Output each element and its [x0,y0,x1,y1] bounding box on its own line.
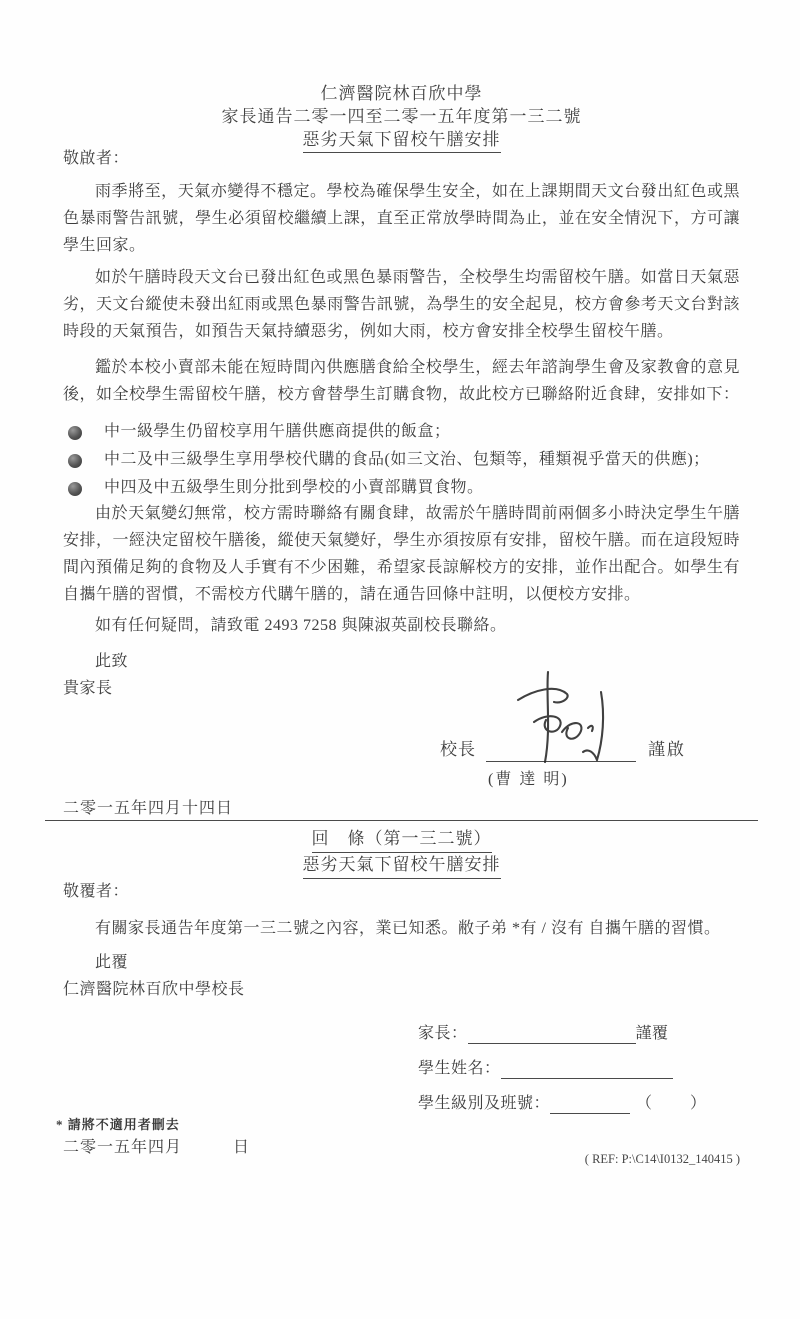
notice-subject-text: 惡劣天氣下留校午膳安排 [303,128,501,153]
paragraph-contact: 如有任何疑問，請致電 2493 7258 與陳淑英副校長聯絡。 [95,617,507,634]
bullet-dot-icon [68,454,82,468]
form-field-parent [418,1020,740,1044]
list-item-text: 中一級學生仍留校享用午膳供應商提供的飯盒； [104,423,451,440]
form-field-student-name [418,1055,740,1079]
ref-code: ( REF: P:\C14\I0132_140415 ) [584,1152,740,1166]
signature-block [440,735,686,789]
reply-slip-subject-text: 惡劣天氣下留校午膳安排 [303,853,501,879]
paragraph-weather-change: 由於天氣變幻無常，校方需時聯絡有關食肆，故需於午膳時間前兩個多小時決定學生午膳安排，一經決定留校午膳後，縱使天氣變好，學生亦須按原有安排，留校午膳。而在這段短時間內預備足夠的食物及人手實有不少困難，希望家長諒解校方的安排，並作出配合。如學生有自攜午膳的習慣，不需校方代購午膳的，請在通告回條中註明，以便校方安排。 [63,505,740,603]
parent-signature-blank [468,1024,636,1044]
parent-label: 家長： [418,1025,468,1042]
class-label: 學生級別及班號： [418,1095,551,1112]
form-field-class [418,1090,740,1114]
signature-row [440,735,686,762]
notice-date: 二零一五年四月十四日 [63,800,234,817]
principal-signature-icon [504,670,624,765]
list-item-form4-5 [63,474,740,502]
reply-closing-cifu: 此覆 [95,954,129,971]
reply-slip-title-text: 回 條（第一三二號） [312,827,492,853]
divider-line [45,820,758,821]
paragraph-tuckshop: 鑑於本校小賣部未能在短時間內供應膳食給全校學生，經去年諮詢學生會及家教會的意見後，如全校學生需留校午膳，校方會替學生訂購食物，故此校方已聯絡附近食肆，安排如下： [63,359,740,403]
list-item-text: 中四及中五級學生則分批到學校的小賣部購買食物。 [104,479,484,496]
salutation: 敬啟者： [63,150,130,167]
reply-addressee: 仁濟醫院林百欣中學校長 [63,981,245,998]
reply-body: 有關家長通告年度第一三二號之內容，業已知悉。敝子弟 *有 / 沒有 自攜午膳的習慣。 [95,920,721,937]
reply-date: 二零一五年四月 日 [63,1139,251,1156]
school-name: 仁濟醫院林百欣中學 [320,84,483,103]
delete-inapplicable-footnote: * 請將不適用者刪去 [56,1117,180,1132]
list-item-text: 中二及中三級學生享用學校代購的食品(如三文治、包類等，種類視乎當天的供應)； [104,451,710,468]
signature-line [486,738,636,762]
reply-slip-title [63,827,740,853]
reply-closing-block [63,949,740,1003]
closing-recipient: 貴家長 [63,680,113,697]
closing-block [63,648,740,702]
principal-name: (曹 達 明) [488,771,569,788]
reply-salutation: 敬覆者： [63,883,130,900]
notice-number: 家長通告二零一四至二零一五年度第一三二號 [221,107,582,126]
reply-slip-subject [63,853,740,879]
list-item-form2-3 [63,446,740,474]
student-name-label: 學生姓名： [418,1060,501,1077]
reply-slip-header [63,827,740,879]
student-name-blank [501,1059,673,1079]
paragraph-rainy-season: 雨季將至，天氣亦變得不穩定。學校為確保學生安全，如在上課期間天文台發出紅色或黑色暴雨警告訊號，學生必須留校繼續上課，直至正常放學時間為止，並在安全情況下，方可讓學生回家。 [63,183,740,254]
principal-label: 校長 [440,740,476,759]
class-number-brackets: （ ） [636,1095,709,1112]
class-blank [550,1094,630,1114]
closing-cizhi: 此致 [95,653,129,670]
list-item-form1 [63,418,740,446]
paragraph-rainstorm-lunch: 如於午膳時段天文台已發出紅色或黑色暴雨警告，全校學生均需留校午膳。如當日天氣惡劣，天文台縱使未發出紅雨或黑色暴雨警告訊號，為學生的安全起見，校方會參考天文台對該時段的天氣預告，如預告天氣持續惡劣，例如大雨，校方會安排全校學生留校午膳。 [63,269,740,340]
lunch-arrangement-list [63,418,740,502]
notice-header [63,82,740,153]
bullet-dot-icon [68,426,82,440]
bullet-dot-icon [68,482,82,496]
reply-form-fields [418,1020,740,1125]
parent-close: 謹覆 [635,1025,669,1042]
respectful-close: 謹啟 [648,740,686,759]
